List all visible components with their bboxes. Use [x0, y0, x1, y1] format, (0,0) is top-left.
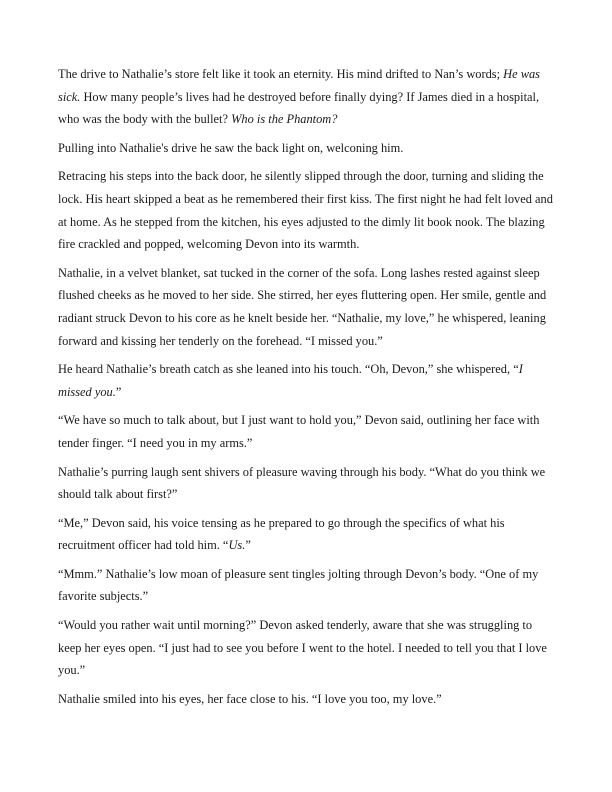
paragraph [58, 63, 558, 131]
text-run: Nathalie smiled into his eyes, her face close to his. “I love you too, my love.” [58, 691, 442, 706]
text-run: “Me,” Devon said, his voice tensing as he prepared to go through the specifics of what his recruitment officer had told him. “ [58, 515, 505, 553]
italic-text-run: Us. [228, 538, 246, 553]
text-run: Pulling into Nathalie's drive he saw the back light on, welconing him. [58, 140, 404, 155]
paragraph [58, 409, 558, 454]
italic-text-run: I missed you. [58, 362, 523, 399]
text-run: “Would you rather wait until morning?” Devon asked tenderly, aware that she was struggling to keep her eyes open. “I just had to see you before I went to the hotel. I needed to tell you that I love you.” [58, 618, 547, 678]
body-text [58, 63, 558, 716]
text-run: ” [245, 538, 251, 553]
italic-text-run: Who is the Phantom? [231, 112, 338, 127]
text-run: Retracing his steps into the back door, he silently slipped through the door, turning and sliding the lock. His heart skipped a beat as he remembered their first kiss. The first night he had felt loved and at home. As he stepped from the kitchen, his eyes adjusted to the dimly lit book nook. The blazing fire crackled and popped, welcoming Devon into its warmth. [58, 169, 553, 252]
text-run: Nathalie, in a velvet blanket, sat tucked in the corner of the sofa. Long lashes rested against sleep flushed cheeks as he moved to her side. She stirred, her eyes fluttering open. Her smile, gentle and radiant struck Devon to his core as he knelt beside her. “Nathalie, my love,” he whispered, leaning forward and kissing her tenderly on the forehead. “I missed you.” [58, 265, 547, 348]
paragraph [58, 137, 558, 160]
paragraph [58, 262, 558, 352]
text-run: How many people’s lives had he destroyed before finally dying? If James died in a hospital, who was the body with the bullet? [58, 89, 540, 127]
italic-text-run: He was sick. [58, 67, 540, 104]
text-run: Nathalie’s purring laugh sent shivers of pleasure waving through his body. “What do you think we should talk about first?” [58, 464, 546, 502]
text-run: “We have so much to talk about, but I just want to hold you,” Devon said, outlining her face with tender finger. “I need you in my arms.” [58, 413, 540, 450]
text-run: ” [115, 384, 122, 399]
paragraph [58, 688, 558, 711]
text-run: “Mmm.” Nathalie’s low moan of pleasure sent tingles jolting through Devon’s body. “One of my favorite subjects.” [58, 566, 539, 604]
paragraph [58, 512, 558, 557]
paragraph [58, 563, 558, 608]
paragraph [58, 358, 558, 403]
text-run: The drive to Nathalie’s store felt like it took an eternity. His mind drifted to Nan’s words; [58, 67, 504, 81]
paragraph [58, 614, 558, 682]
paragraph [58, 165, 558, 255]
paragraph [58, 461, 558, 506]
text-run: He heard Nathalie’s breath catch as she leaned into his touch. “Oh, Devon,” she whispered, “ [58, 362, 519, 377]
